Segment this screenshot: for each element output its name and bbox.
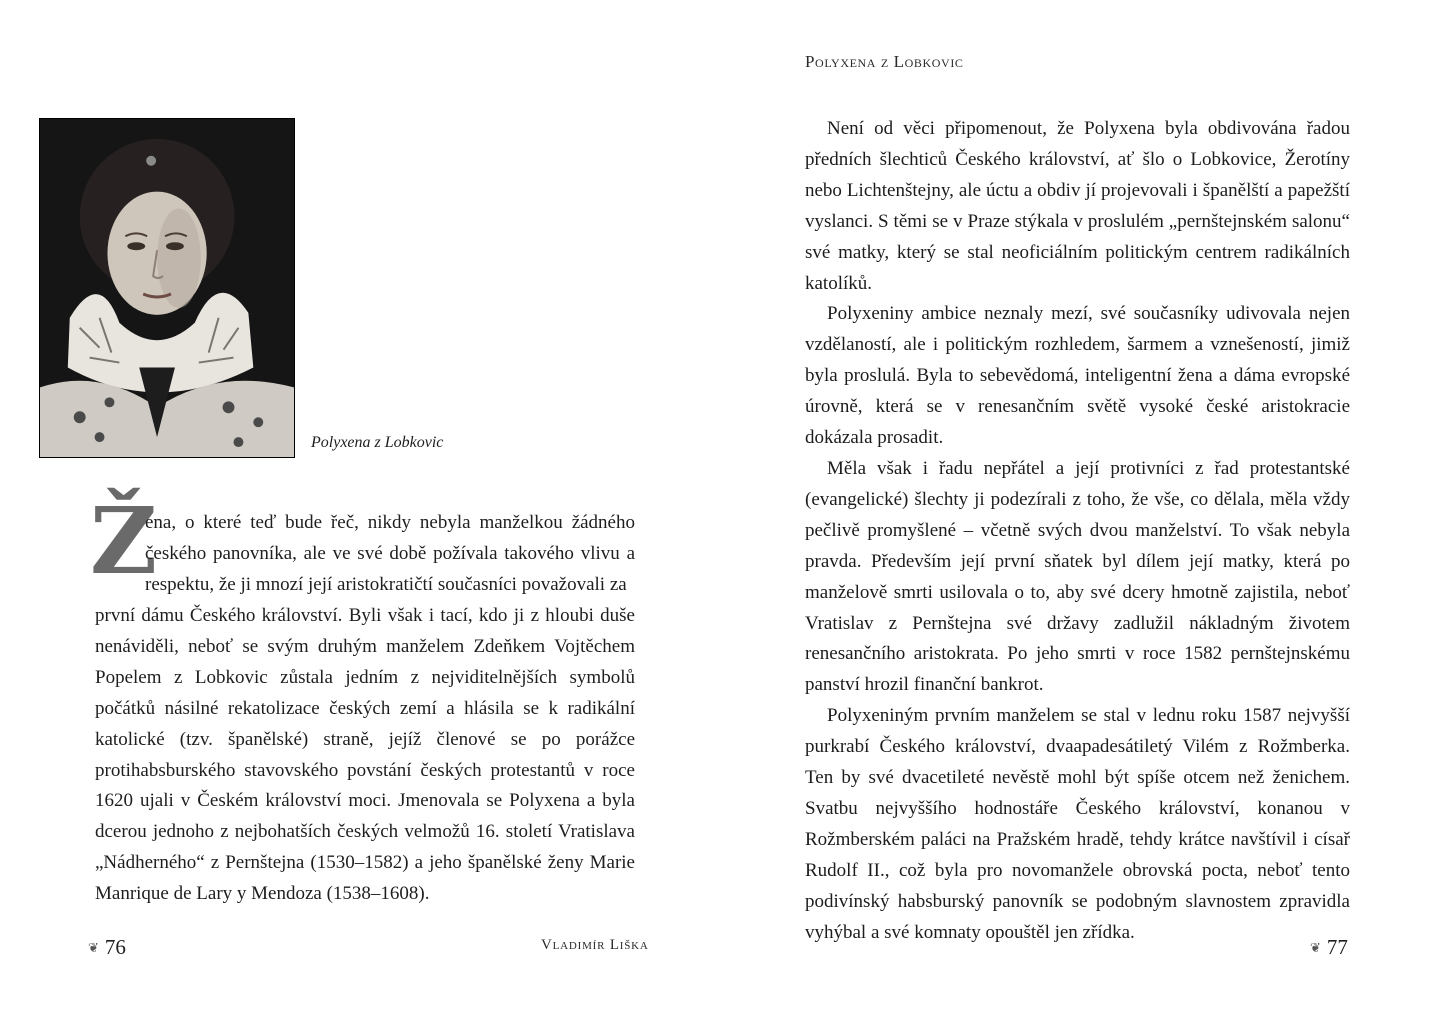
ornament-icon: ❦ [88, 939, 99, 955]
right-page-number: 77 [1326, 935, 1348, 959]
footer-author: Vladimír Liška [541, 937, 649, 953]
right-folio [1310, 935, 1348, 960]
portrait-image [39, 118, 295, 458]
right-body-text [805, 114, 1350, 948]
left-page-number: 76 [104, 935, 126, 959]
left-folio [88, 935, 126, 960]
portrait-caption: Polyxena z Lobkovic [311, 434, 444, 451]
drop-cap-letter: Ž [90, 487, 156, 595]
left-opening-lines: ena, o které teď bude řeč, nikdy nebyla manželkou žádného českého panovníka, ale ve své době požívala takového vlivu a respektu, že ji mnozí její aristokratičtí současníci považovali za [145, 512, 635, 595]
left-body-text: první dámu Českého království. Byli však i tací, kdo ji z hloubi duše nenáviděli, neboť se svým druhým manželem Zdeňkem Vojtěchem Popelem z Lobkovic zůstala jedním z nejviditelnějších symbolů počátků násilné rekatolizace českých zemí a hlásila se k radikální katolické (tzv. španělské) straně, jejíž členové se po porážce protihabsburského stavovského povstání českých protestantů v roce 1620 ujali v Českém království moci. Jmenovala se Polyxena a byla dcerou jednoho z nejbohatších českých velmožů 16. století Vratislava „Nádherného“ z Pernštejna (1530–1582) a jeho španělské ženy Marie Manrique de Lary y Mendoza (1538–1608). [95, 605, 635, 905]
running-head: Polyxena z Lobkovic [805, 52, 964, 71]
ornament-icon: ❦ [1310, 939, 1321, 955]
paragraph: Polyxeniny ambice neznaly mezí, své současníky udivovala nejen vzdělaností, ale i politickým rozhledem, šarmem a vznešeností, jimiž byla proslulá. Byla to sebevědomá, inteligentní žena a dáma evropské úrovně, která se v renesančním světě vysoké české aristokracie dokázala prosadit. [805, 303, 1350, 449]
paragraph: Polyxeniným prvním manželem se stal v lednu roku 1587 nejvyšší purkrabí Českého království, dvaapadesátiletý Vilém z Rožmberka. Ten by své dvacetileté nevěstě mohl být spíše otcem než ženichem. Svatbu nejvyššího hodnostáře Českého království, konanou v Rožmberském paláci na Pražském hradě, tehdy krátce navštívil i císař Rudolf II., což byla pro novomanžele obrovská pocta, neboť tento podivínský habsburský panovník se podobným slavnostem zpravidla vyhýbal a své komnaty opouštěl jen zřídka. [805, 705, 1350, 943]
paragraph: Není od věci připomenout, že Polyxena byla obdivována řadou předních šlechticů Českého království, ať šlo o Lobkovice, Žerotíny nebo Lichtenštejny, ale úctu a obdiv jí projevovali i španělští a papežští vyslanci. S těmi se v Praze stýkala v proslulém „pernštejnském salonu“ své matky, který se stal neoficiálním politickým centrem radikálních katolíků. [805, 118, 1350, 294]
paragraph: Měla však i řadu nepřátel a její protivníci z řad protestantské (evangelické) šlechty ji podezírali z toho, že vše, co dělala, měla vždy pečlivě promyšlené – včetně svých dvou manželství. To však nebyla pravda. Především její první sňatek byl dílem její matky, která po manželově smrti usilovala o to, aby své dcery hmotně zajistila, neboť Vratislav z Pernštejna své državy zadlužil nákladným životem renesančního aristokrata. Po jeho smrti v roce 1582 pernštejnskému panství hrozil finanční bankrot. [805, 457, 1350, 696]
drop-cap [90, 487, 156, 595]
